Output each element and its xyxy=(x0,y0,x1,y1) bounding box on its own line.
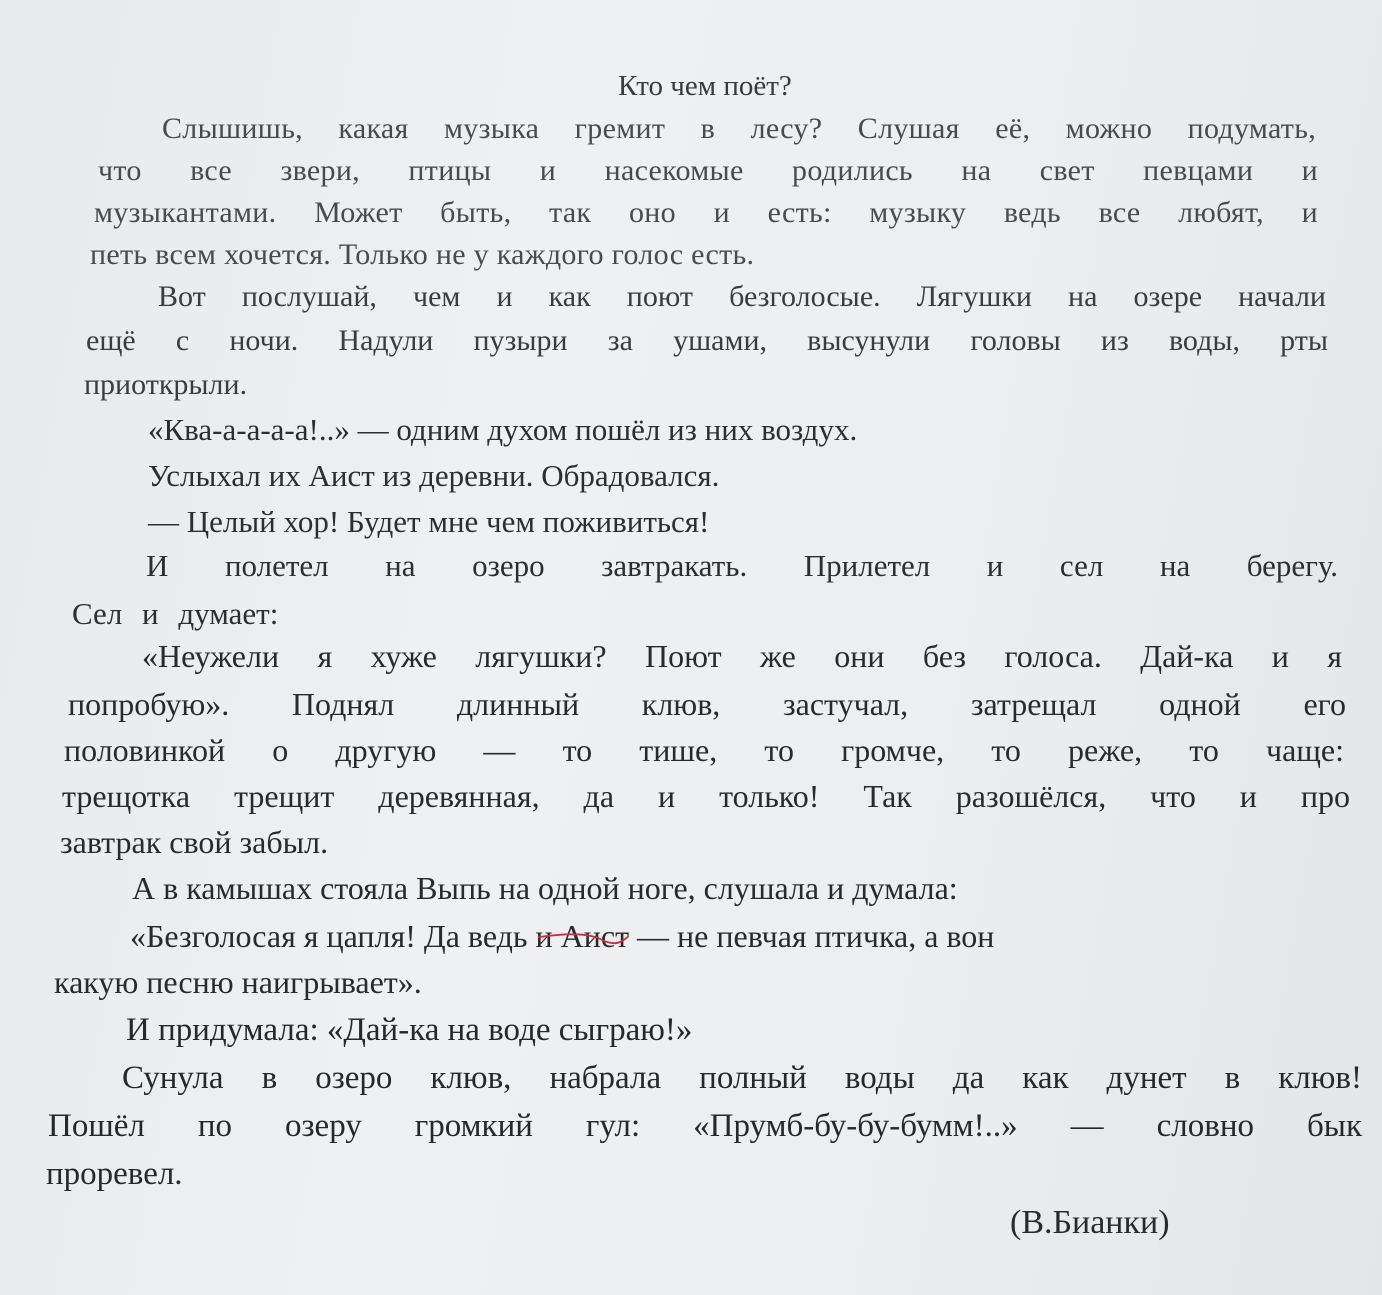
text-line: — Целый хор! Будет мне чем поживиться! xyxy=(148,504,710,539)
text-line: И придумала: «Дай-ка на воде сыграю!» xyxy=(126,1012,693,1048)
text-line: И полетел на озеро завтракать. Прилетел и сел на берегу. xyxy=(146,548,1338,583)
author-signature: (В.Бианки) xyxy=(1010,1204,1170,1241)
text-line: завтрак свой забыл. xyxy=(60,824,329,860)
text-line: какую песню наигрывает». xyxy=(54,964,422,1000)
text-line: что все звери, птицы и насекомые родились на свет певцами и xyxy=(98,154,1318,187)
text-line: приоткрыли. xyxy=(84,368,248,401)
text-line: трещотка трещит деревянная, да и только! Так разошёлся, что и про xyxy=(62,778,1350,814)
text-line: проревел. xyxy=(46,1156,183,1192)
text-segment: «Безголосая я цапля! Да ведь xyxy=(130,918,528,954)
story-title: Кто чем поёт? xyxy=(618,70,792,102)
text-line: Слышишь, какая музыка гремит в лесу? Слушая её, можно подумать, xyxy=(162,112,1316,145)
text-line: половинкой о другую — то тише, то громче, то реже, то чаще: xyxy=(64,732,1344,768)
text-line: попробую». Поднял длинный клюв, застучал, затрещал одной его xyxy=(68,686,1346,722)
text-line: Сел и думает: xyxy=(72,596,279,631)
text-line: ещё с ночи. Надули пузыри за ушами, высунули головы из воды, рты xyxy=(86,324,1328,357)
text-line: А в камышах стояла Выпь на одной ноге, слушала и думала: xyxy=(132,870,958,906)
crossed-out-word xyxy=(536,918,630,954)
text-line: «Ква-а-а-а-а!..» — одним духом пошёл из них воздух. xyxy=(148,412,858,447)
text-line: Сунула в озеро клюв, набрала полный воды да как дунет в клюв! xyxy=(122,1060,1362,1096)
text-line: Вот послушай, чем и как поют безголосые. Лягушки на озере начали xyxy=(158,280,1326,313)
text-line: петь всем хочется. Только не у каждого голос есть. xyxy=(90,238,755,271)
text-line: «Неужели я хуже лягушки? Поют же они без голоса. Дай-ка и я xyxy=(142,638,1342,674)
text-segment: — не певчая птичка, а вон xyxy=(637,918,995,954)
text-line: Услыхал их Аист из деревни. Обрадовался. xyxy=(148,458,720,493)
text-line: Пошёл по озеру громкий гул: «Прумб-бу-бу-бумм!..» — словно бык xyxy=(48,1108,1362,1144)
text-line: музыкантами. Может быть, так оно и есть: музыку ведь все любят, и xyxy=(94,196,1318,229)
text-line-with-correction xyxy=(130,920,994,952)
crossed-out-text: и Аист xyxy=(535,918,630,954)
